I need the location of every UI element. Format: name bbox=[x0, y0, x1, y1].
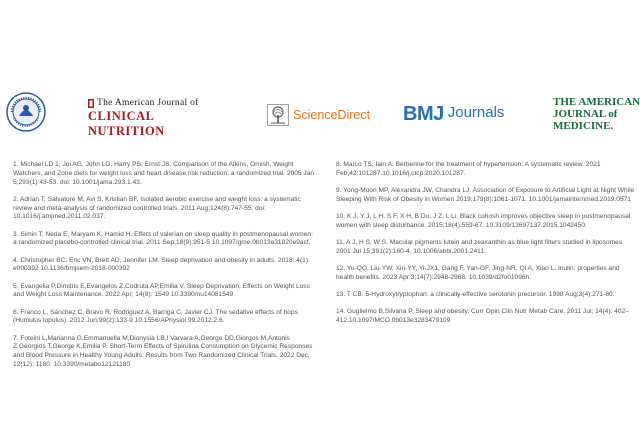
logo-strip bbox=[0, 90, 640, 140]
journal-seal-logo bbox=[6, 92, 46, 132]
reference-item: 2. Adrian T, Salvatore M, Avi S, Kristian BF. Isolated aerobic exercise and weight loss: a systematic review and meta-analysis of randomized controlled trials. 2011 Aug;124(8):747-55. doi: 10.1016/j.amjmed.2011.02.037. bbox=[13, 195, 301, 221]
sciencedirect-label: ScienceDirect bbox=[293, 108, 371, 122]
ajm-logo bbox=[553, 96, 638, 132]
ajcn-mark-icon bbox=[88, 99, 94, 108]
reference-item: 14. Guglielmo B,Silvana P. Sleep and obesity. Curr Opin Clin Nutr Metab Care. 2011 Jul; 14(4): 402–412.10.1097/MCO.0b013e3283479109 bbox=[336, 308, 629, 324]
journals-wordmark: Journals bbox=[447, 103, 505, 121]
journal-seal-icon bbox=[6, 92, 46, 132]
references-right-column bbox=[336, 161, 636, 334]
reference-item: 10. K J, Y J, L H, S F, X H, B Du, J Z, L Li. Black cohosh improves objective sleep in postmenopausal women with sleep disturbance. 2015;18(4):559-67. 10.3109/13697137.2015.1042450. bbox=[336, 212, 631, 229]
sciencedirect-logo bbox=[267, 104, 370, 126]
reference-item: 12. Yu-QQ, Liu-YW, Xin-YY, Yi-JX1, Gang F, Yan-GF, Jing-NR, Qi A, Xiao L. Inulin: properties and health benefits. 2023 Apr 3;14(7):2948-2968. 10.1039/d2fo01096h. bbox=[336, 264, 620, 281]
bmj-wordmark: BMJ bbox=[403, 102, 444, 125]
elsevier-tree-icon bbox=[267, 104, 289, 126]
ajm-line1: THE AMERICAN bbox=[553, 96, 640, 108]
reference-item: 13. T CB. 5-Hydroxytryptophan: a clinically-effective serotonin precursor. 1998 Aug;3(4):271-80. bbox=[336, 290, 615, 298]
ajcn-title-line1: The American Journal of bbox=[97, 98, 199, 108]
ajcn-logo bbox=[88, 98, 233, 139]
reference-item: 11. A J, H S, W S. Macular pigments lutein and zeaxanthin as blue light filters studied in liposomes 2001 Jul 15;391(2):160-4. 10.1006/abbi.2001.2411. bbox=[336, 238, 623, 255]
reference-item: 5. Evangelia P,Dimitris E,Evangelos Z,Codruta AP,Emilia V. Sleep Deprivation: Effects on Weight Loss and Weight Loss Maintenance. 2022 Apr; 14(8): 1549 10.3390/nu14081549 bbox=[13, 282, 310, 299]
reference-item: 6. Franco L, Sánchez C, Bravo R, Rodriguez A, Barriga C, Javier CJ. The sedative effects of hops (Humulus lupulus). 2012 Jun;99(2):133-9.10.1556/APhysiol.99.2012.2.6. bbox=[13, 308, 298, 325]
reference-item: 1. Michael LD 1, Joi AG, John LG, Harry PS, Ernst JS. Comparison of the Atkins, Ornish, Weight Watchers, and Zone diets for weight loss and heart disease risk reduction: a randomized trial. 2005 Jan 5;293(1):43-53. doi: 10.1001/jama.293.1.43. bbox=[13, 161, 315, 186]
ajm-line2: JOURNAL of bbox=[553, 108, 618, 120]
reference-item: 3. Simin T, Neda E, Maryam K, Hamid H. Effect of valerian on sleep quality in postmenopausal women: a randomized placebo-controlled clinical trial. 2011 Sep;18(9):951-5 10.1097/gme.0b013e31820e9acf. bbox=[13, 230, 313, 247]
reference-item: 9. Yong-Moon MP, Alexandra JW, Chandra LJ. Association of Exposure to Artificial Light at Night While Sleeping With Risk of Obesity in Women 2019;179(8):1061-1071. 10.1001/jamainternmed.2019.0571 bbox=[336, 186, 635, 203]
reference-item: 8. Marco TS, Iain A. Berberine for the treatment of hypertension: A systematic review. 2021 Feb;42:101287.10.1016/j.ctcp.2020.101287. bbox=[336, 161, 601, 177]
references-left-column bbox=[13, 161, 318, 378]
ajm-line3: MEDICINE. bbox=[553, 120, 614, 132]
bmj-journals-logo bbox=[403, 100, 504, 128]
reference-item: 7. Foteini L,Marianna G,Emmanuella M,Dionysia LB,I Varvara A,George DD,Giorgos M,Antonis Z,Georgios T,George K,Emilia P. Short-Term Effects of Spirulina Consumption on Glycemic Responses and Blood Pressure in Healthy Young Adults: Results from Two Randomized Clinical Trials. 2022 Dec; 12(12): 1180. 10.3390/metabo12121180 bbox=[13, 334, 313, 368]
ajcn-title-line2: CLINICAL NUTRITION bbox=[88, 109, 165, 138]
reference-item: 4. Christopher BC, Eric VN, Brett AD, Jennifer LM. Sleep deprivation and obesity in adults. 2018; 4(1): e000392 10.1136/bmjsem-2018-000392 bbox=[13, 256, 310, 273]
